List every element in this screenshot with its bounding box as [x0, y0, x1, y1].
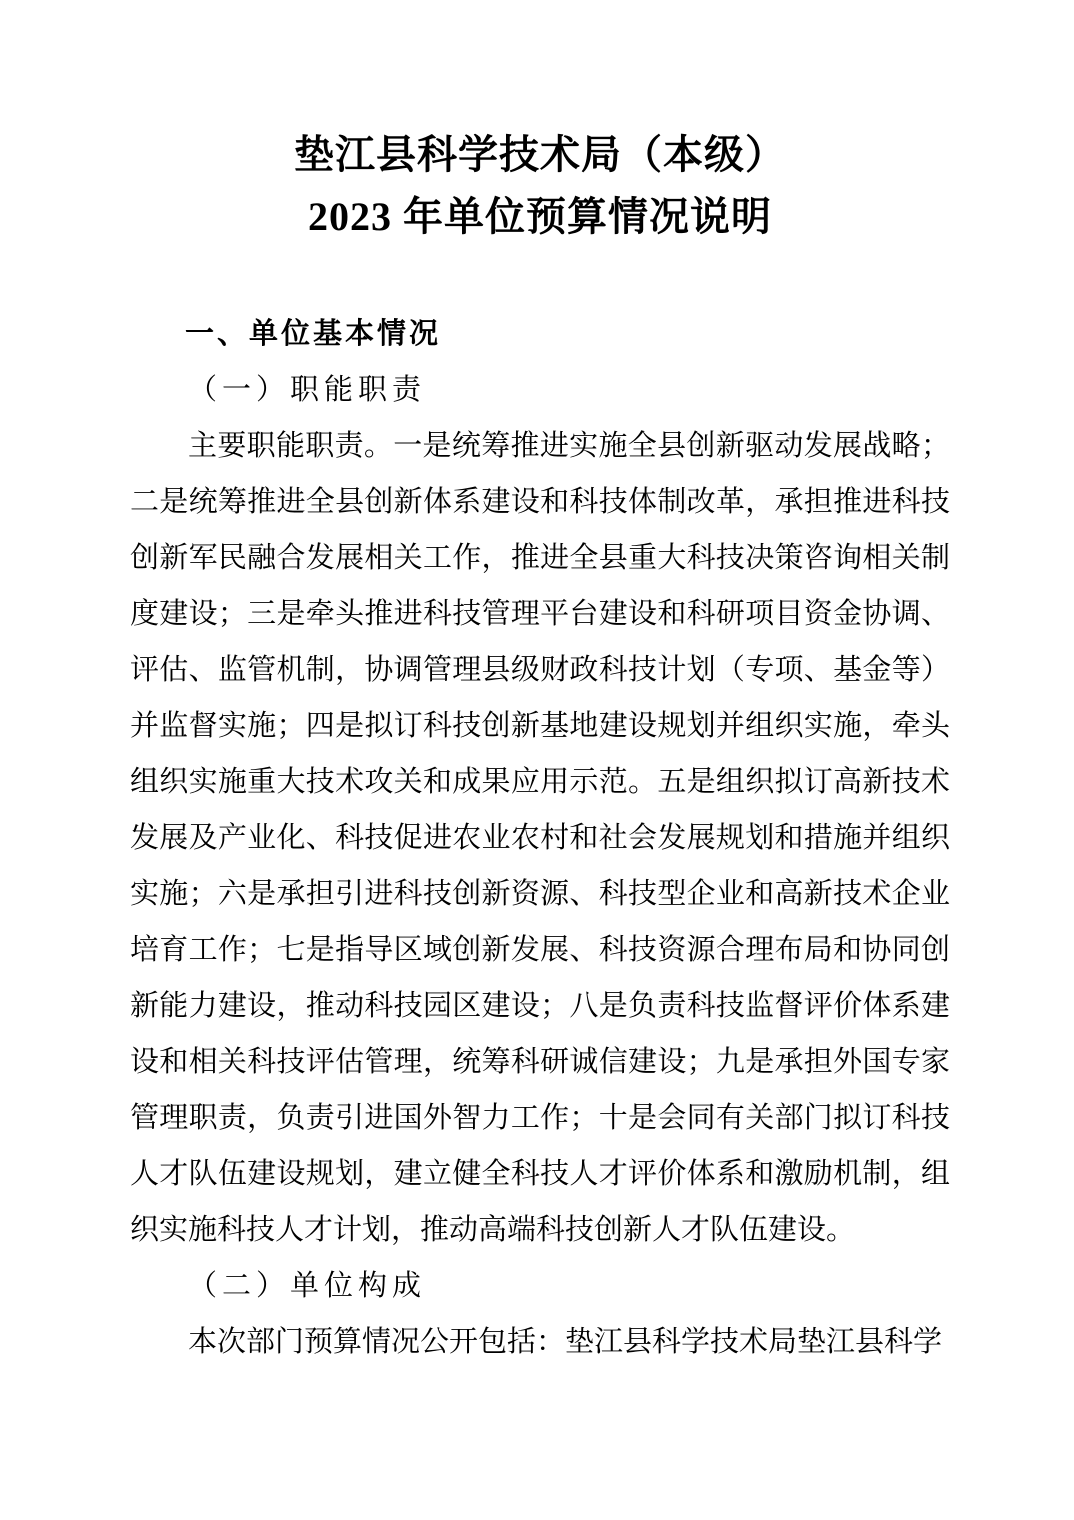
subsection-heading-unit-composition: （二）单位构成 [188, 1270, 427, 1302]
document-title-line2: 2023 年单位预算情况说明 [308, 194, 772, 239]
paragraph-duties: 主要职能职责。一是统筹推进实施全县创新驱动发展战略；二是统筹推进全县创新体系建设和科技体制改革，承担推进科技创新军民融合发展相关工作，推进全县重大科技决策咨询相关制度建设；三是牵头推进科技管理平台建设和科研项目资金协调、评估、监管机制，协调管理县级财政科技计划（专项、基金等）并监督实施；四是拟订科技创新基地建设规划并组织实施，牵头组织实施重大技术攻关和成果应用示范。五是组织拟订高新技术发展及产业化、科技促进农业农村和社会发展规划和措施并组织实施；六是承担引进科技创新资源、科技型企业和高新技术企业培育工作；七是指导区域创新发展、科技资源合理布局和协同创新能力建设，推动科技园区建设；八是负责科技监督评价体系建设和相关科技评估管理，统筹科研诚信建设；九是承担外国专家管理职责，负责引进国外智力工作；十是会同有关部门拟订科技人才队伍建设规划，建立健全科技人才评价体系和激励机制，组织实施科技人才计划，推动高端科技创新人才队伍建设。 [130, 430, 950, 1246]
document-title-line1: 垫江县科学技术局（本级） [294, 132, 786, 177]
section-heading-basic-situation: 一、单位基本情况 [185, 318, 442, 350]
paragraph-unit-composition: 本次部门预算情况公开包括：垫江县科学技术局垫江县科学 [188, 1326, 943, 1358]
subsection-heading-duties: （一）职能职责 [188, 374, 427, 406]
document-title [130, 124, 950, 248]
document-content [130, 0, 950, 1370]
